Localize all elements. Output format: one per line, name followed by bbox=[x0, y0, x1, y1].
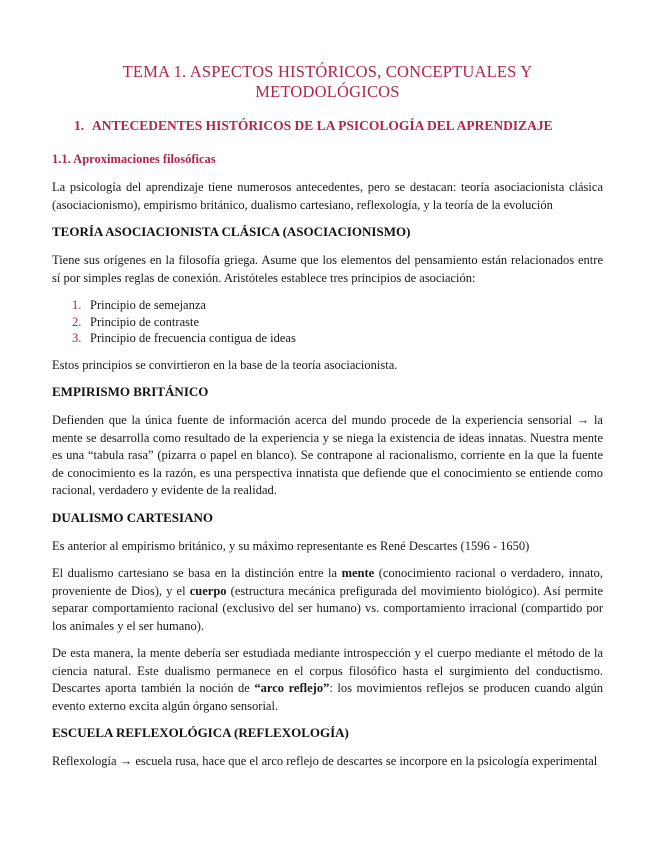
bold-term-arco-reflejo: “arco reflejo” bbox=[254, 681, 330, 695]
list-number: 3. bbox=[72, 331, 82, 345]
text-run: (estructura mecánica prefigurada del movimiento biológico). Así permite separar comportamiento racional (exclusivo del ser humano) vs. comportamiento irracional (compartido por los animales y el ser humano). bbox=[52, 583, 603, 633]
asociacionismo-conclusion: Estos principios se convirtieron en la base de la teoría asociacionista. bbox=[52, 357, 398, 372]
text-run: : los movimientos reflejos se producen cuando algún evento externo excita algún órgano sensorial. bbox=[52, 681, 603, 713]
list-text: Principio de semejanza bbox=[90, 298, 206, 312]
list-item bbox=[72, 314, 603, 331]
reflexologia-paragraph: Reflexología → escuela rusa, hace que el arco reflejo de descartes se incorpore en la psicología experimental bbox=[52, 754, 598, 768]
dualismo-heading: DUALISMO CARTESIANO bbox=[52, 509, 213, 525]
bold-term-cuerpo: cuerpo bbox=[189, 583, 227, 598]
list-item bbox=[72, 330, 603, 347]
asociacionismo-paragraph: Tiene sus orígenes en la filosofía griega. Asume que los elementos del pensamiento están relacionados entre sí por simples reglas de conexión. Aristóteles establece tres principios de asociación: bbox=[52, 253, 603, 285]
dualismo-paragraph-2 bbox=[52, 565, 603, 635]
asociacionismo-heading: TEORÍA ASOCIACIONISTA CLÁSICA (ASOCIACIONISMO) bbox=[52, 224, 411, 239]
section-number: 1. bbox=[74, 118, 85, 133]
bold-term-mente: mente bbox=[341, 566, 375, 580]
text-run: (conocimiento racional o verdadero, innato, proveniente de Dios), y el bbox=[52, 566, 603, 598]
list-text: Principio de contraste bbox=[90, 314, 199, 329]
intro-paragraph: La psicología del aprendizaje tiene numerosos antecedentes, pero se destacan: teoría asociacionista clásica (asociacionismo), empirismo británico, dualismo cartesiano, reflexología, y la teoría de la evolución bbox=[52, 180, 603, 212]
section-title: ANTECEDENTES HISTÓRICOS DE LA PSICOLOGÍA DEL APRENDIZAJE bbox=[92, 118, 553, 133]
list-number: 2. bbox=[72, 314, 82, 329]
subsection-heading: 1.1. Aproximaciones filosóficas bbox=[52, 152, 216, 166]
dualismo-paragraph-3 bbox=[52, 645, 603, 715]
reflexologia-heading: ESCUELA REFLEXOLÓGICA (REFLEXOLOGÍA) bbox=[52, 725, 349, 740]
list-text: Principio de frecuencia contigua de ideas bbox=[90, 331, 296, 345]
empirismo-heading: EMPIRISMO BRITÁNICO bbox=[52, 384, 209, 399]
dualismo-paragraph-1: Es anterior al empirismo británico, y su máximo representante es René Descartes (1596 - 1650) bbox=[52, 538, 530, 553]
list-item bbox=[72, 297, 603, 314]
empirismo-paragraph: Defienden que la única fuente de información acerca del mundo procede de la experiencia sensorial → la mente se desarrolla como resultado de la experiencia y se niega la existencia de ideas innatas. Nuestra mente es una “tabula rasa” (pizarra o papel en blanco). Se contrapone al racionalismo, corriente en la que la fuente de conocimiento es la razón, es una perspectiva innatista que defiende que el conocimiento se entiende como racional, verdadero y evidente de la realidad. bbox=[52, 413, 603, 497]
list-number: 1. bbox=[72, 298, 82, 312]
page-title: TEMA 1. ASPECTOS HISTÓRICOS, CONCEPTUALES Y METODOLÓGICOS bbox=[122, 62, 533, 101]
text-run: El dualismo cartesiano se basa en la distinción entre la bbox=[52, 566, 342, 580]
section-heading bbox=[52, 118, 603, 134]
principles-list bbox=[52, 297, 603, 347]
text-run: De esta manera, la mente debería ser estudiada mediante introspección y el cuerpo mediante el método de la ciencia natural. Este dualismo permanece en el corpus filosófico hasta el surgimiento del conductismo. Descartes aporta también la noción de bbox=[52, 646, 603, 695]
